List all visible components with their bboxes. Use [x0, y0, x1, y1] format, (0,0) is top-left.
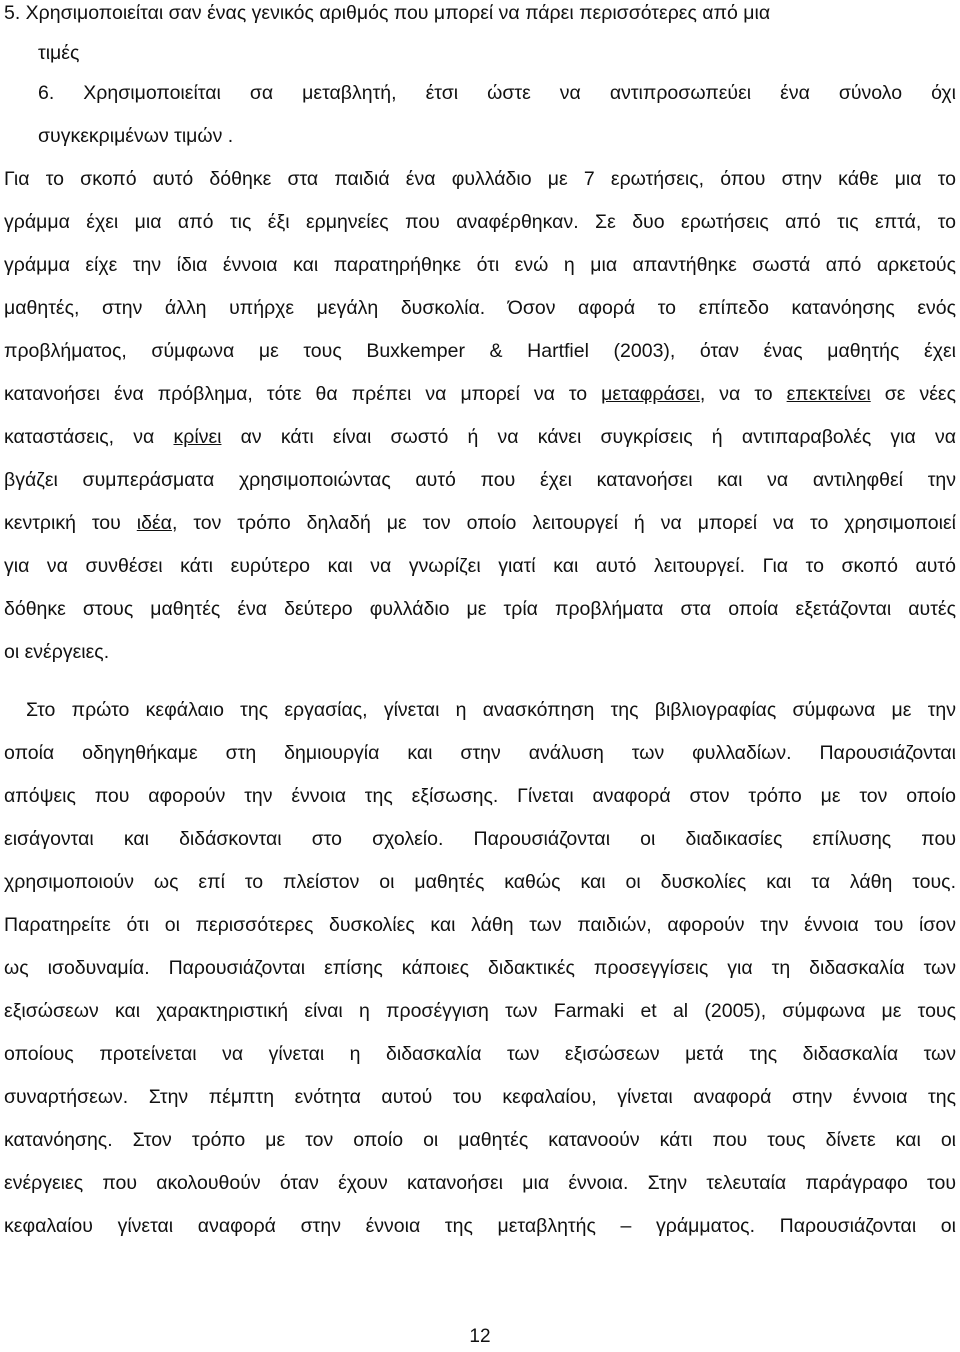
- paragraph-1-line-7: [4, 424, 956, 450]
- text-segment: γράμμα έχει μια από τις έξι ερμηνείες που αναφέρθηκαν.: [4, 211, 579, 233]
- text-segment: κατανοήσει ένα πρόβλημα, τότε θα πρέπει να μπορεί να το: [4, 383, 602, 405]
- text-segment: , να το: [699, 383, 787, 405]
- text-segment: αν κάτι είναι σωστό ή να κάνει συγκρίσεις ή αντιπαραβολές για να: [221, 426, 956, 448]
- paragraph-1-line-4: [4, 295, 956, 321]
- paragraph-1-line-12: οι ενέργειες.: [4, 641, 110, 663]
- paragraph-2-line-5: χρησιμοποιούν ως επί το πλείστον οι μαθητές καθώς και οι δυσκολίες και τα λάθη τους.: [4, 871, 956, 893]
- text-segment: καταστάσεις, να: [4, 426, 174, 448]
- text-segment: μαθητές, στην άλλη υπήρχε μεγάλη δυσκολία.: [4, 297, 486, 319]
- text-segment: Όσον αφορά το επίπεδο κατανόησης ενός: [485, 297, 956, 319]
- text-segment: Για το σκοπό αυτό: [744, 555, 956, 577]
- paragraph-1-line-11: δόθηκε στους μαθητές ένα δεύτερο φυλλάδιο με τρία προβλήματα στα οποία εξετάζονται αυτές: [4, 598, 956, 620]
- text-segment: , τον τρόπο δηλαδή με τον οποίο λειτουργεί ή να μπορεί να το χρησιμοποιεί: [171, 512, 956, 534]
- text-segment: Σε δυο ερωτήσεις από τις επτά, το: [578, 211, 956, 233]
- paragraph-1-line-3: γράμμα είχε την ίδια έννοια και παρατηρήθηκε ότι ενώ η μια απαντήθηκε σωστά από αρκετούς: [4, 254, 956, 276]
- paragraph-2-line-3: απόψεις που αφορούν την έννοια της εξίσωσης. Γίνεται αναφορά στον τρόπο με τον οποίο: [4, 785, 956, 807]
- paragraph-2-line-11: κατανόησης. Στον τρόπο με τον οποίο οι μαθητές κατανοούν κάτι που τους δίνετε και οι: [4, 1129, 956, 1151]
- text-segment: κεντρική του: [4, 512, 137, 534]
- list-item-5-line-1: 5. Χρησιμοποιείται σαν ένας γενικός αριθμός που μπορεί να πάρει περισσότερες από μια: [4, 2, 771, 24]
- paragraph-2-line-4: εισάγονται και διδάσκονται στο σχολείο. Παρουσιάζονται οι διαδικασίες επίλυσης που: [4, 828, 956, 850]
- paragraph-1-line-1: Για το σκοπό αυτό δόθηκε στα παιδιά ένα φυλλάδιο με 7 ερωτήσεις, όπου στην κάθε μια το: [4, 168, 956, 190]
- list-item-5-line-2: τιμές: [38, 42, 80, 64]
- paragraph-2-line-10: συναρτήσεων. Στην πέμπτη ενότητα αυτού του κεφαλαίου, γίνεται αναφορά στην έννοια της: [4, 1086, 956, 1108]
- paragraph-1-line-10: [4, 553, 956, 579]
- paragraph-1-line-8: βγάζει συμπεράσματα χρησιμοποιώντας αυτό που έχει κατανοήσει και να αντιληφθεί την: [4, 469, 956, 491]
- paragraph-2-line-6: Παρατηρείτε ότι οι περισσότερες δυσκολίες και λάθη των παιδιών, αφορούν την έννοια του ίσον: [4, 914, 956, 936]
- underlined-term-extend: επεκτείνει: [786, 383, 871, 405]
- underlined-term-judge: κρίνει: [173, 426, 222, 448]
- paragraph-2-line-2: οποία οδηγηθήκαμε στη δημιουργία και στην ανάλυση των φυλλαδίων. Παρουσιάζονται: [4, 742, 956, 764]
- paragraph-2-line-1: Στο πρώτο κεφάλαιο της εργασίας, γίνεται η ανασκόπηση της βιβλιογραφίας σύμφωνα με την: [26, 699, 956, 721]
- underlined-term-translate: μεταφράσει: [601, 383, 700, 405]
- page-number: 12: [469, 1326, 491, 1347]
- paragraph-1-line-9: [4, 510, 956, 536]
- paragraph-2-line-13: κεφαλαίου γίνεται αναφορά στην έννοια της μεταβλητής – γράμματος. Παρουσιάζονται οι: [4, 1215, 956, 1237]
- paragraph-1-line-5: προβλήματος, σύμφωνα με τους Buxkemper & Hartfiel (2003), όταν ένας μαθητής έχει: [4, 340, 956, 362]
- paragraph-2-line-7: ως ισοδυναμία. Παρουσιάζονται επίσης κάποιες διδακτικές προσεγγίσεις για τη διδασκαλία των: [4, 957, 956, 979]
- paragraph-2-line-8: εξισώσεων και χαρακτηριστική είναι η προσέγγιση των Farmaki et al (2005), σύμφωνα με τους: [4, 1000, 956, 1022]
- list-item-6-line-2: συγκεκριμένων τιμών .: [38, 125, 234, 147]
- paragraph-1-line-6: [4, 381, 956, 407]
- paragraph-2-line-12: ενέργειες που ακολουθούν όταν έχουν κατανοήσει μια έννοια. Στην τελευταία παράγραφο του: [4, 1172, 956, 1194]
- paragraph-2-line-9: οποίους προτείνεται να γίνεται η διδασκαλία των εξισώσεων μετά της διδασκαλία των: [4, 1043, 956, 1065]
- text-segment: σε νέες: [870, 383, 956, 405]
- paragraph-1-line-2: [4, 209, 956, 235]
- list-item-6-line-1: 6. Χρησιμοποιείται σα μεταβλητή, έτσι ώστε να αντιπροσωπεύει ένα σύνολο όχι: [38, 82, 956, 104]
- underlined-term-idea: ιδέα: [136, 512, 172, 534]
- text-segment: για να συνθέσει κάτι ευρύτερο και να γνωρίζει γιατί και αυτό λειτουργεί.: [4, 555, 745, 577]
